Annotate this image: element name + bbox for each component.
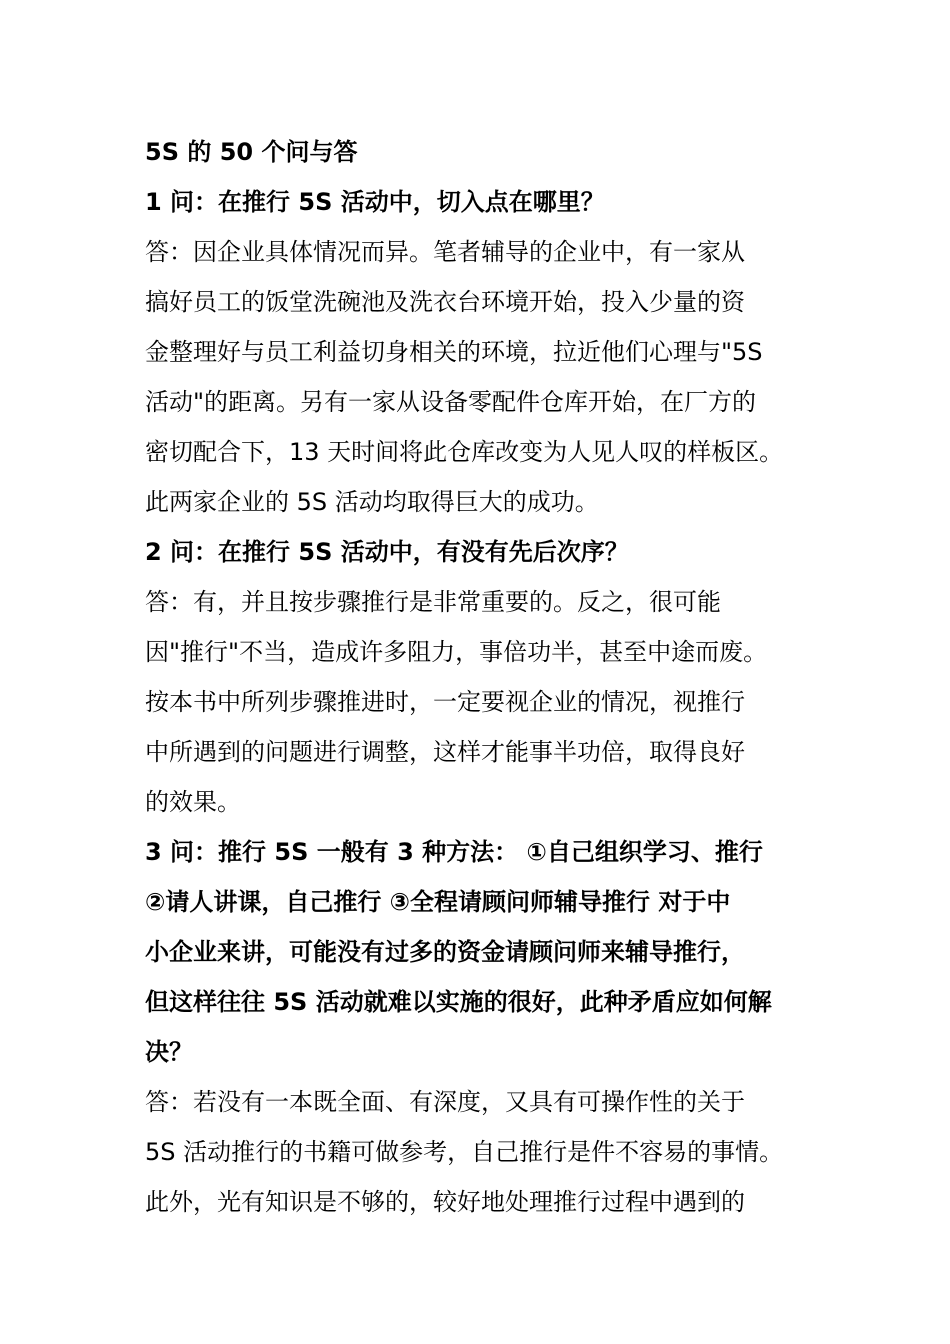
question-3-line-2: ②请人讲课，自己推行 ③全程请顾问师辅导推行 对于中 xyxy=(145,888,731,916)
answer-2-line-1: 答：有，并且按步骤推行是非常重要的。反之，很可能 xyxy=(145,588,721,616)
question-2-line-1: 2 问：在推行 5S 活动中，有没有先后次序？ xyxy=(145,538,629,566)
answer-3-line-3: 此外，光有知识是不够的，较好地处理推行过程中遇到的 xyxy=(145,1188,745,1216)
answer-1-line-3: 金整理好与员工利益切身相关的环境，拉近他们心理与"5S xyxy=(145,338,763,366)
question-3-line-5: 决？ xyxy=(145,1038,193,1066)
answer-1-line-2: 搞好员工的饭堂洗碗池及洗衣台环境开始，投入少量的资 xyxy=(145,288,745,316)
question-3-line-1: 3 问：推行 5S 一般有 3 种方法： ①自己组织学习、推行 xyxy=(145,838,763,866)
answer-2-line-5: 的效果。 xyxy=(145,788,241,816)
question-3-line-4: 但这样往往 5S 活动就难以实施的很好，此种矛盾应如何解 xyxy=(145,988,772,1016)
answer-1-line-4: 活动"的距离。另有一家从设备零配件仓库开始，在厂方的 xyxy=(145,388,757,416)
answer-1-line-6: 此两家企业的 5S 活动均取得巨大的成功。 xyxy=(145,488,599,516)
question-1-line-1: 1 问：在推行 5S 活动中，切入点在哪里？ xyxy=(145,188,605,216)
answer-2-line-3: 按本书中所列步骤推进时，一定要视企业的情况，视推行 xyxy=(145,688,745,716)
question-3-line-3: 小企业来讲，可能没有过多的资金请顾问师来辅导推行， xyxy=(145,938,745,966)
document-title: 5S 的 50 个问与答 xyxy=(145,138,358,166)
answer-1-line-1: 答：因企业具体情况而异。笔者辅导的企业中，有一家从 xyxy=(145,238,745,266)
answer-3-line-2: 5S 活动推行的书籍可做参考，自己推行是件不容易的事情。 xyxy=(145,1138,784,1166)
document-body xyxy=(145,127,817,1227)
answer-2-line-4: 中所遇到的问题进行调整，这样才能事半功倍，取得良好 xyxy=(145,738,745,766)
answer-3-line-1: 答：若没有一本既全面、有深度，又具有可操作性的关于 xyxy=(145,1088,745,1116)
answer-1-line-5: 密切配合下，13 天时间将此仓库改变为人见人叹的样板区。 xyxy=(145,438,784,466)
answer-2-line-2: 因"推行"不当，造成许多阻力，事倍功半，甚至中途而废。 xyxy=(145,638,768,666)
